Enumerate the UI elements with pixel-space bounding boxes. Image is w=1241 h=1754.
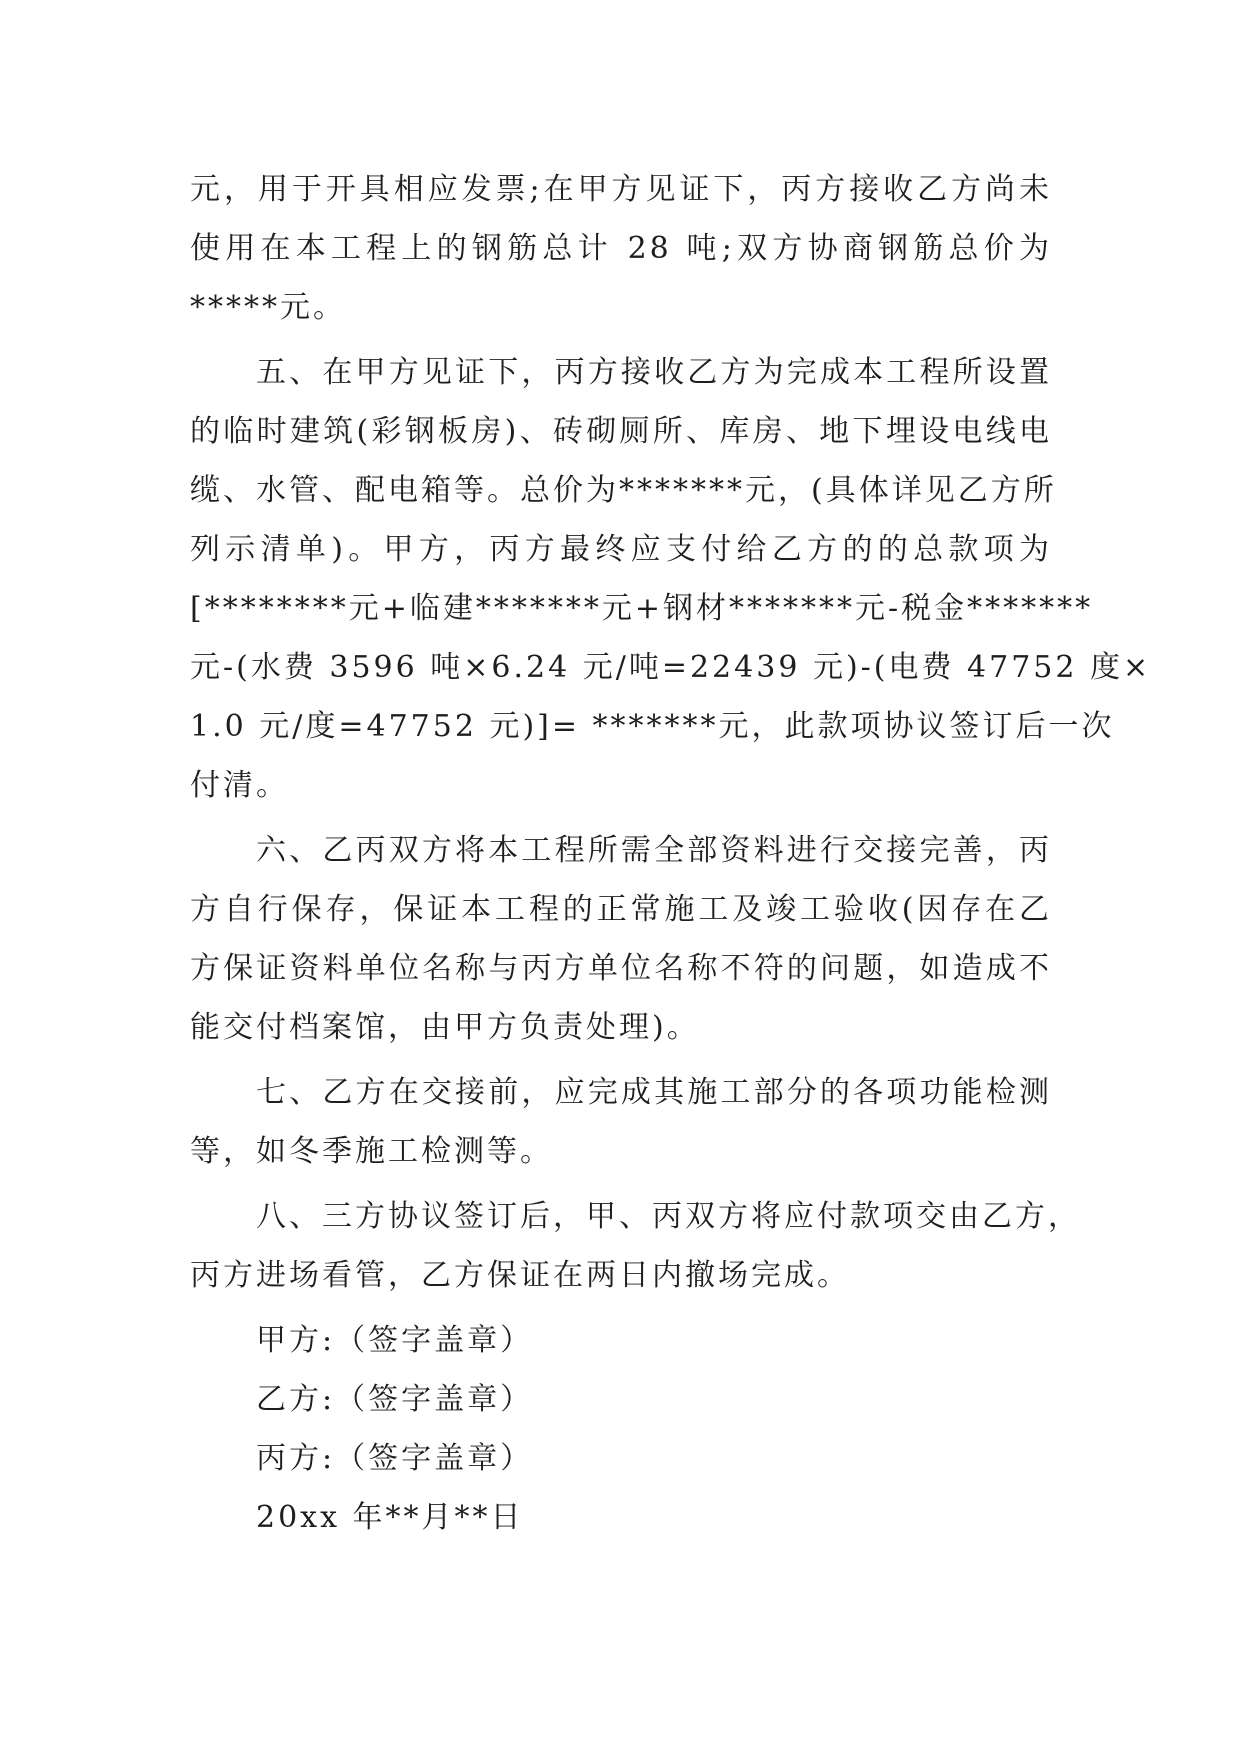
- document-page: [190, 160, 1152, 1547]
- paragraph-clause-7: [190, 1063, 1052, 1181]
- text-line: 的临时建筑(彩钢板房)、砖砌厕所、库房、地下埋设电线电: [190, 414, 1052, 449]
- text-line: 缆、水管、配电箱等。总价为*******元，(具体详见乙方所: [190, 473, 1057, 508]
- paragraph-clause-5: [190, 343, 1152, 815]
- text-line: 七、乙方在交接前，应完成其施工部分的各项功能检测: [256, 1075, 1052, 1110]
- text-line: 方自行保存，保证本工程的正常施工及竣工验收(因存在乙: [190, 892, 1052, 927]
- text-line: 使用在本工程上的钢筋总计 28 吨;双方协商钢筋总价为: [190, 231, 1052, 266]
- text-line: 等，如冬季施工检测等。: [190, 1134, 553, 1169]
- party-b-signature: 乙方:（签字盖章）: [256, 1382, 534, 1417]
- signature-block: [190, 1311, 1052, 1547]
- text-line: 列示清单)。甲方，丙方最终应支付给乙方的的总款项为: [190, 532, 1052, 567]
- text-line: 丙方进场看管，乙方保证在两日内撤场完成。: [190, 1258, 850, 1293]
- text-line: 1.0 元/度=47752 元)]= *******元，此款项协议签订后一次: [190, 709, 1115, 744]
- text-line: 能交付档案馆，由甲方负责处理)。: [190, 1010, 700, 1045]
- text-line: 五、在甲方见证下，丙方接收乙方为完成本工程所设置: [256, 355, 1052, 390]
- text-line: 元，用于开具相应发票;在甲方见证下，丙方接收乙方尚未: [190, 172, 1052, 207]
- text-line: 六、乙丙双方将本工程所需全部资料进行交接完善，丙: [256, 833, 1052, 868]
- paragraph-clause-8: [190, 1187, 1081, 1305]
- text-line: 八、三方协议签订后，甲、丙双方将应付款项交由乙方，: [256, 1199, 1081, 1234]
- text-line: 元-(水费 3596 吨×6.24 元/吨=22439 元)-(电费 47752 度×: [190, 650, 1152, 685]
- text-line: [********元+临建*******元+钢材*******元-税金*******: [190, 591, 1094, 626]
- party-a-signature: 甲方:（签字盖章）: [256, 1323, 534, 1358]
- signing-date: 20xx 年**月**日: [256, 1500, 524, 1535]
- text-line: 方保证资料单位名称与丙方单位名称不符的问题，如造成不: [190, 951, 1052, 986]
- paragraph-clause-6: [190, 821, 1052, 1057]
- text-line: 付清。: [190, 768, 289, 803]
- party-c-signature: 丙方:（签字盖章）: [256, 1441, 534, 1476]
- text-line: *****元。: [190, 290, 346, 325]
- paragraph-clause-4-continued: [190, 160, 1052, 337]
